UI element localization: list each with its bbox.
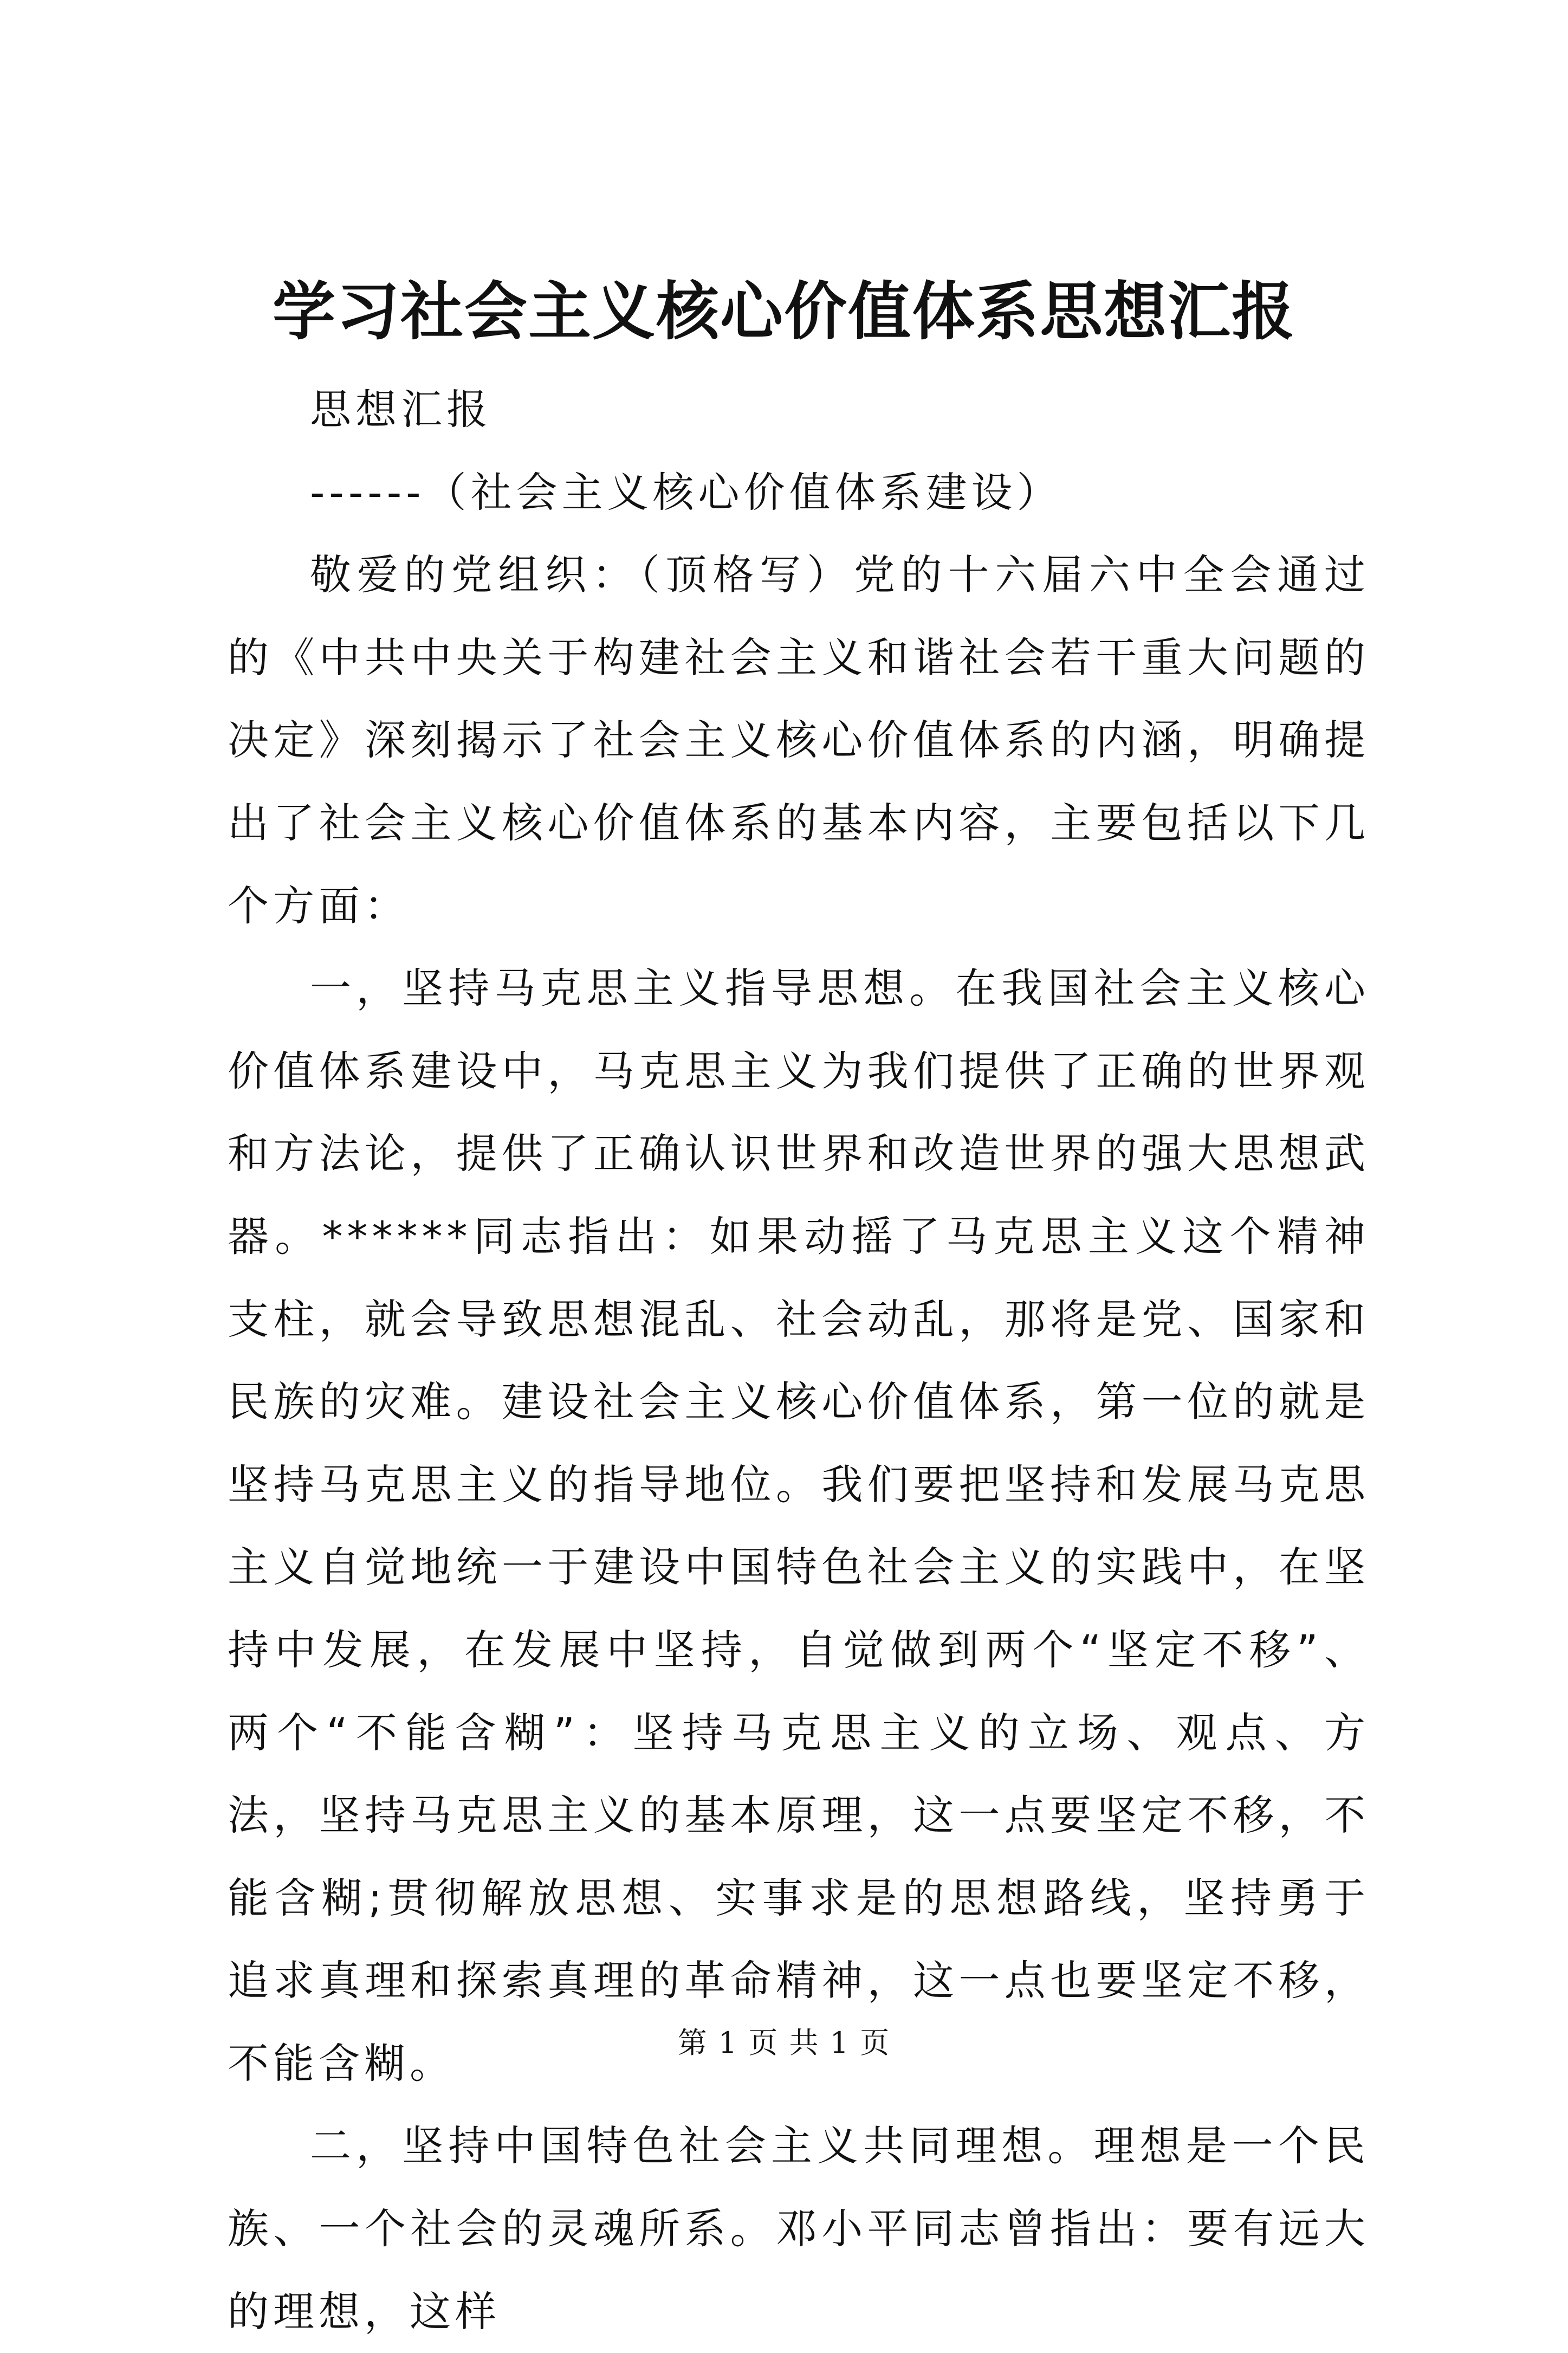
document-subheading: ------（社会主义核心价值体系建设）	[310, 468, 1062, 516]
paragraph-point-two: 二，坚持中国特色社会主义共同理想。理想是一个民族、一个社会的灵魂所系。邓小平同志曾指出：要有远大的理想，这样	[228, 2122, 1370, 2336]
document-title: 学习社会主义核心价值体系思想汇报	[273, 275, 1295, 348]
document-subtitle: 思想汇报	[310, 385, 492, 434]
page-footer: 第 1 页 共 1 页	[677, 2026, 891, 2060]
paragraph-point-one: 一，坚持马克思主义指导思想。在我国社会主义核心价值体系建设中，马克思主义为我们提供了正确的世界观和方法论，提供了正确认识世界和改造世界的强大思想武器。******同志指出：如果动摇了马克思主义这个精神支柱，就会导致思想混乱、社会动乱，那将是党、国家和民族的灾难。建设社会主义核心价值体系，第一位的就是坚持马克思主义的指导地位。我们要把坚持和发展马克思主义自觉地统一于建设中国特色社会主义的实践中，在坚持中发展，在发展中坚持，自觉做到两个“坚定不移”、两个“不能含糊”：坚持马克思主义的立场、观点、方法，坚持马克思主义的基本原理，这一点要坚定不移，不能含糊;贯彻解放思想、实事求是的思想路线，坚持勇于追求真理和探索真理的革命精神，这一点也要坚定不移，不能含糊。	[228, 964, 1370, 2087]
paragraph-salutation: 敬爱的党组织：（顶格写）党的十六届六中全会通过的《中共中央关于构建社会主义和谐社会若干重大问题的决定》深刻揭示了社会主义核心价值体系的内涵，明确提出了社会主义核心价值体系的基本内容，主要包括以下几个方面：	[228, 551, 1370, 930]
